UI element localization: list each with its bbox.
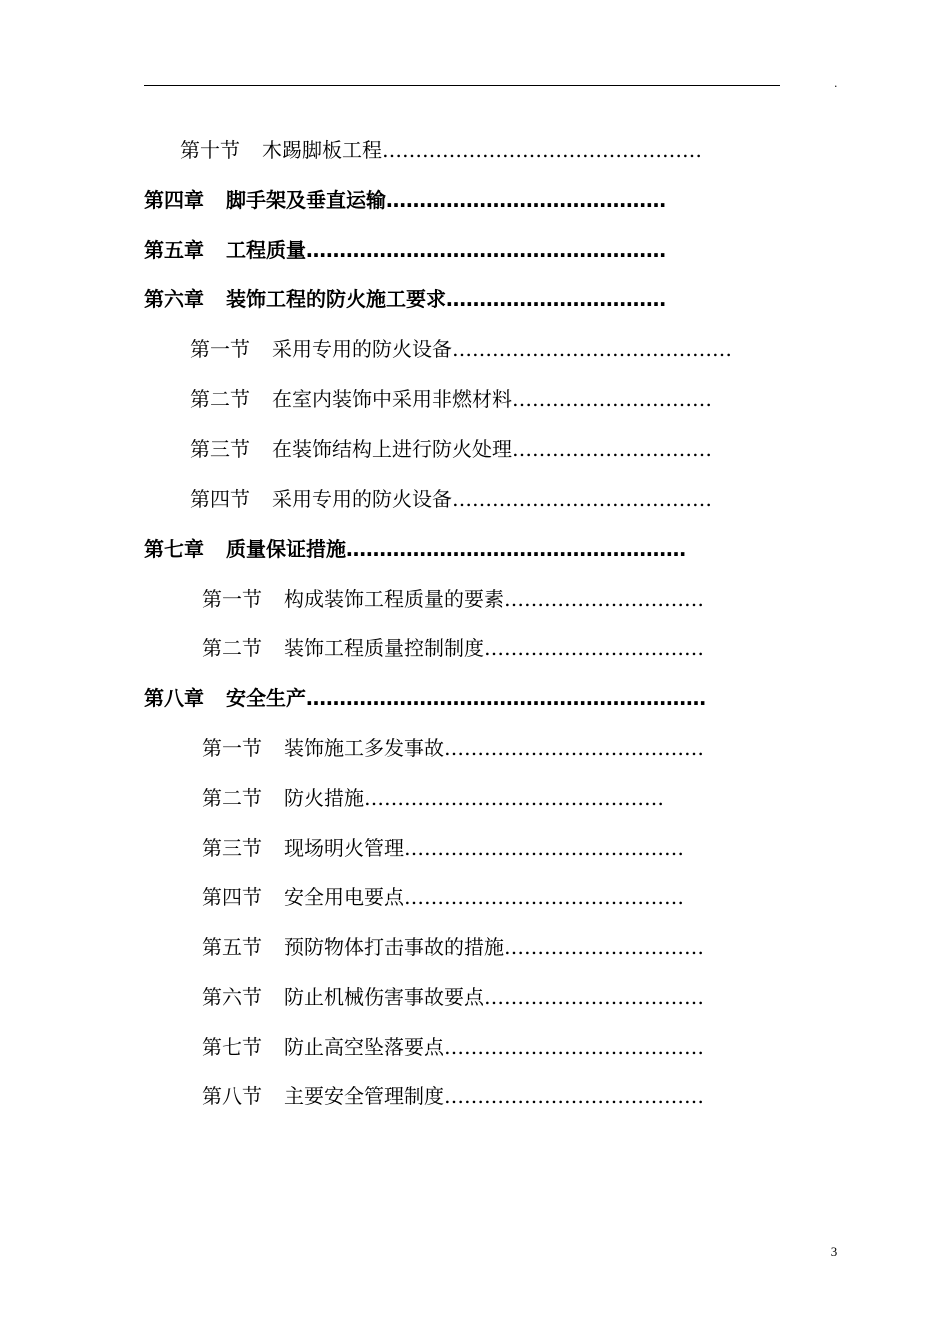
toc-entry-ch7-section-2[interactable]	[202, 635, 782, 661]
toc-entry-number: 第四节	[190, 487, 250, 511]
toc-entry-chapter-6[interactable]	[144, 286, 814, 312]
toc-entry-title: 装饰施工多发事故	[284, 736, 444, 760]
toc-entry-number: 第一节	[202, 736, 262, 760]
toc-entry-leader: ……………………………………	[404, 836, 684, 860]
header-rule	[144, 85, 780, 86]
toc-entry-number: 第八节	[202, 1084, 262, 1108]
toc-entry-title: 质量保证措施	[226, 537, 346, 561]
toc-entry-title: 构成装饰工程质量的要素	[284, 587, 504, 611]
toc-entry-ch8-section-1[interactable]	[202, 735, 782, 761]
toc-entry-section-10[interactable]	[180, 137, 825, 163]
toc-entry-number: 第三节	[190, 437, 250, 461]
toc-entry-leader: ……………………………………	[404, 885, 684, 909]
toc-entry-leader: ………………………………………………	[306, 238, 666, 262]
toc-entry-number: 第二节	[202, 786, 262, 810]
toc-entry-ch6-section-4[interactable]	[190, 486, 792, 512]
toc-entry-title: 装饰工程的防火施工要求	[226, 287, 446, 311]
toc-entry-title: 采用专用的防火设备	[272, 487, 452, 511]
toc-entry-leader: ……………………………………	[386, 188, 666, 212]
toc-entry-leader: …………………………………	[444, 736, 704, 760]
toc-entry-number: 第三节	[202, 836, 262, 860]
toc-entry-chapter-7[interactable]	[144, 536, 792, 562]
toc-entry-leader: ……………………………	[484, 985, 704, 1009]
toc-entry-number: 第一节	[202, 587, 262, 611]
toc-entry-number: 第四节	[202, 885, 262, 909]
toc-entry-title: 防止高空坠落要点	[284, 1035, 444, 1059]
toc-entry-leader: …………………………………………	[382, 138, 702, 162]
toc-entry-leader: ……………………………	[446, 287, 666, 311]
toc-entry-leader: ……………………………	[484, 636, 704, 660]
toc-entry-title: 在室内装饰中采用非燃材料	[272, 387, 512, 411]
toc-entry-title: 木踢脚板工程	[262, 138, 382, 162]
toc-entry-number: 第一节	[190, 337, 250, 361]
toc-entry-number: 第五章	[144, 238, 204, 262]
toc-entry-title: 安全生产	[226, 686, 306, 710]
toc-entry-title: 防止机械伤害事故要点	[284, 985, 484, 1009]
toc-entry-number: 第八章	[144, 686, 204, 710]
toc-entry-leader: …………………………	[512, 437, 712, 461]
toc-entry-title: 工程质量	[226, 238, 306, 262]
header-mark: .	[834, 77, 838, 90]
toc-entry-chapter-4[interactable]	[144, 187, 814, 213]
toc-entry-ch8-section-7[interactable]	[202, 1034, 782, 1060]
toc-entry-leader: ………………………………………	[364, 786, 664, 810]
toc-entry-chapter-5[interactable]	[144, 237, 814, 263]
toc-entry-title: 预防物体打击事故的措施	[284, 935, 504, 959]
toc-entry-leader: …………………………	[512, 387, 712, 411]
toc-entry-leader: …………………………………	[444, 1035, 704, 1059]
toc-entry-ch8-section-5[interactable]	[202, 934, 782, 960]
page-number: 3	[830, 1244, 838, 1259]
toc-entry-title: 防火措施	[284, 786, 364, 810]
toc-entry-title: 现场明火管理	[284, 836, 404, 860]
toc-entry-ch8-section-4[interactable]	[202, 884, 782, 910]
toc-entry-chapter-8[interactable]	[144, 685, 792, 711]
toc-entry-ch8-section-8[interactable]	[202, 1083, 782, 1109]
toc-entry-number: 第二节	[190, 387, 250, 411]
toc-entry-ch6-section-1[interactable]	[190, 336, 814, 362]
toc-entry-leader: …………………………	[504, 587, 704, 611]
toc-entry-title: 在装饰结构上进行防火处理	[272, 437, 512, 461]
toc-entry-ch8-section-3[interactable]	[202, 835, 782, 861]
toc-entry-number: 第六节	[202, 985, 262, 1009]
toc-entry-number: 第七章	[144, 537, 204, 561]
toc-entry-number: 第六章	[144, 287, 204, 311]
toc-entry-number: 第五节	[202, 935, 262, 959]
toc-entry-title: 脚手架及垂直运输	[226, 188, 386, 212]
toc-entry-ch8-section-6[interactable]	[202, 984, 782, 1010]
toc-entry-title: 采用专用的防火设备	[272, 337, 452, 361]
toc-entry-leader: …………………………	[504, 935, 704, 959]
toc-entry-ch8-section-2[interactable]	[202, 785, 782, 811]
toc-entry-ch6-section-3[interactable]	[190, 436, 792, 462]
toc-entry-leader: …………………………………	[452, 487, 712, 511]
toc-entry-ch7-section-1[interactable]	[202, 586, 782, 612]
toc-entry-leader: ……………………………………………	[346, 537, 686, 561]
toc-entry-leader: ……………………………………	[452, 337, 732, 361]
toc-entry-leader: ……………………………………………………	[306, 686, 706, 710]
toc-entry-title: 装饰工程质量控制制度	[284, 636, 484, 660]
toc-entry-title: 安全用电要点	[284, 885, 404, 909]
toc-entry-leader: …………………………………	[444, 1084, 704, 1108]
toc-entry-number: 第十节	[180, 138, 240, 162]
toc-entry-title: 主要安全管理制度	[284, 1084, 444, 1108]
toc-entry-number: 第二节	[202, 636, 262, 660]
toc-entry-ch6-section-2[interactable]	[190, 386, 792, 412]
toc-entry-number: 第四章	[144, 188, 204, 212]
toc-entry-number: 第七节	[202, 1035, 262, 1059]
